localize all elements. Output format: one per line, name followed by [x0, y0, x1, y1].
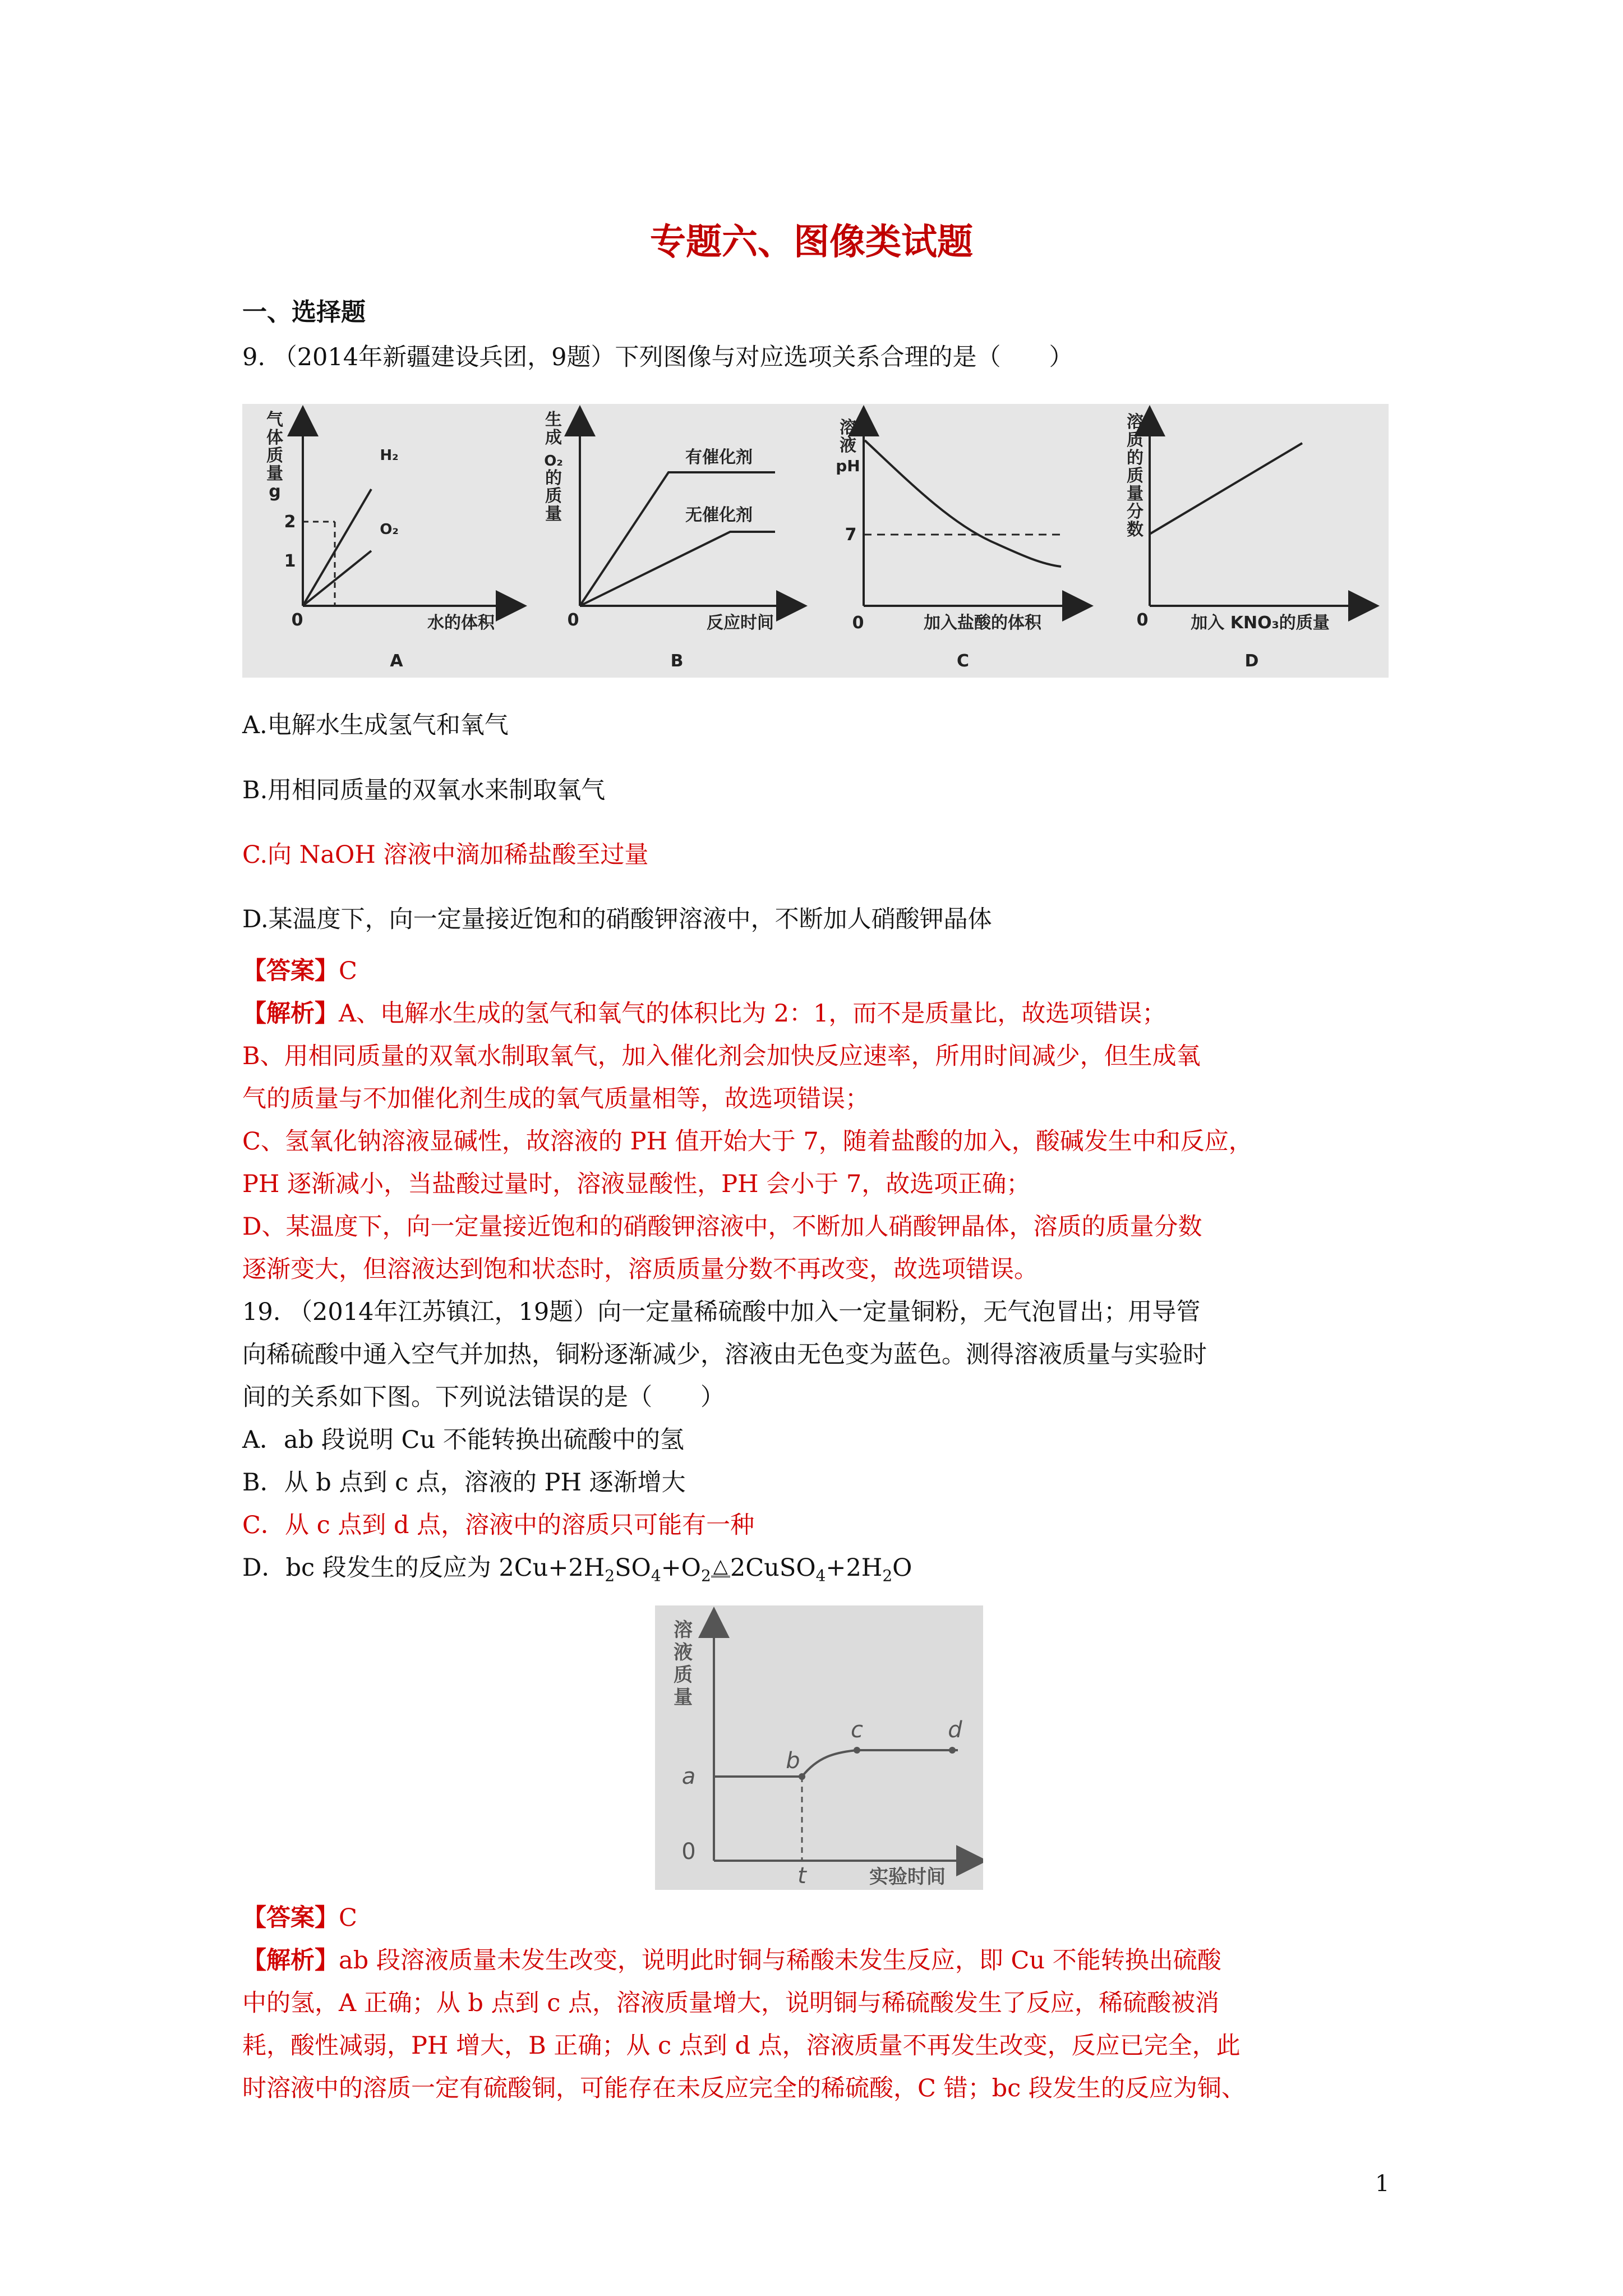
- answer-value: C: [339, 957, 357, 985]
- q19-analysis-line-1: [242, 1949, 1221, 1973]
- q19-analysis-line-3: 耗，酸性减弱，PH 增大，B 正确；从 c 点到 d 点，溶液质量不再发生改变，反应已完全，此: [242, 2032, 1241, 2060]
- graph-d-ylabel-5: 量: [1127, 484, 1144, 504]
- figure-background: [242, 404, 1389, 678]
- graph-a-tick-1: 1: [284, 551, 296, 571]
- q19-option-a: A．ab 段说明 Cu 不能转换出硫酸中的氢: [242, 1426, 684, 1454]
- graph-b-ylabel-6: 量: [545, 504, 562, 524]
- graph-d-ylabel-2: 质: [1127, 430, 1144, 450]
- graph-b-ylabel-4: 的: [545, 468, 562, 488]
- q19-option-c: [242, 1513, 754, 1538]
- option-d-so: SO: [615, 1554, 651, 1582]
- graph-a-origin: 0: [291, 610, 303, 630]
- option-d-prefix: D．bc 段发生的反应为 2Cu+2H: [242, 1554, 605, 1582]
- q9-answer: [242, 959, 357, 983]
- q19-stem-line-1: 19. （2014年江苏镇江，19题）向一定量稀硫酸中加入一定量铜粉，无气泡冒出；用导管: [242, 1298, 1201, 1326]
- graph-d-ylabel-7: 数: [1127, 520, 1144, 540]
- option-c-text: C．从 c 点到 d 点，溶液中的溶质只可能有一种: [242, 1511, 755, 1539]
- page-title: 专题六、图像类试题: [650, 222, 973, 263]
- graph-a-o2-label: O₂: [380, 521, 399, 538]
- graph-d-xlabel: 加入 KNO₃的质量: [1191, 613, 1330, 633]
- graph-d-letter: D: [1244, 651, 1259, 671]
- option-d-h: +2H: [826, 1554, 883, 1582]
- graph-d-ylabel-1: 溶: [1127, 412, 1144, 432]
- graph-d-ylabel-3: 的: [1127, 448, 1144, 468]
- graph-c-letter: C: [956, 651, 970, 671]
- graph-a-xlabel: 水的体积: [427, 613, 495, 633]
- heat-symbol: △: [711, 1557, 730, 1577]
- q9-analysis-line-5: PH 逐渐减小，当盐酸过量时，溶液显酸性，PH 会小于 7，故选项正确；: [242, 1170, 1031, 1198]
- q19-label-b: b: [786, 1748, 800, 1774]
- option-d-cuso: 2CuSO: [730, 1554, 816, 1582]
- graph-a-ylabel-5: g: [269, 482, 281, 501]
- option-d-o: +O: [661, 1554, 701, 1582]
- q19-ylabel-1: 溶: [674, 1619, 693, 1641]
- q19-label-a: a: [681, 1764, 696, 1789]
- analysis-tag: 【解析】: [242, 1000, 339, 1028]
- q9-analysis-line-4: C、氢氧化钠溶液显碱性，故溶液的 PH 值开始大于 7，随着盐酸的加入，酸碱发生中和反应，: [242, 1128, 1253, 1156]
- q19-point-c: [854, 1747, 860, 1754]
- graph-a-ylabel-4: 量: [266, 464, 283, 484]
- q9-analysis-line-6: D、某温度下，向一定量接近饱和的硝酸钾溶液中，不断加人硝酸钾晶体，溶质的质量分数: [242, 1213, 1202, 1241]
- q9-analysis-line-3: 气的质量与不加催化剂生成的氧气质量相等，故选项错误；: [242, 1085, 869, 1113]
- q19-answer: [242, 1906, 357, 1930]
- subscript: 4: [815, 1566, 826, 1585]
- graph-b-letter: B: [670, 651, 684, 671]
- answer-tag: 【答案】: [242, 1904, 339, 1932]
- graph-b-ylabel-5: 质: [545, 486, 562, 506]
- analysis-tag: 【解析】: [242, 1947, 339, 1975]
- graph-d-ylabel-6: 分: [1127, 502, 1144, 522]
- q19-label-d: d: [948, 1717, 962, 1743]
- graph-c-xlabel: 加入盐酸的体积: [924, 613, 1041, 633]
- q9-analysis-line-7: 逐渐变大，但溶液达到饱和状态时，溶质质量分数不再改变，故选项错误。: [242, 1255, 1038, 1283]
- graph-a-tick-2: 2: [284, 512, 296, 532]
- q9-figure: [242, 404, 1389, 678]
- answer-tag: 【答案】: [242, 957, 339, 985]
- graph-a-ylabel-2: 体: [266, 428, 283, 448]
- q19-label-c: c: [851, 1717, 863, 1743]
- q19-ylabel-4: 量: [674, 1686, 693, 1709]
- q19-figure: [655, 1605, 983, 1890]
- q19-xlabel: 实验时间: [869, 1866, 946, 1888]
- q19-point-b: [799, 1773, 805, 1780]
- graph-a-ylabel-3: 质: [266, 446, 283, 466]
- graph-c-ylabel-1: 溶: [840, 418, 856, 438]
- q19-analysis-line-2: 中的氢，A 正确；从 b 点到 c 点，溶液质量增大，说明铜与稀硫酸发生了反应，稀硫酸被消: [242, 1989, 1220, 2017]
- q19-stem-line-2: 向稀硫酸中通入空气并加热，铜粉逐渐减少，溶液由无色变为蓝色。测得溶液质量与实验时: [242, 1341, 1207, 1369]
- graph-c-ylabel-3: pH: [836, 457, 860, 475]
- answer-value: C: [339, 1904, 357, 1932]
- q19-origin: 0: [681, 1839, 696, 1865]
- section-heading: 一、选择题: [242, 298, 366, 326]
- graph-b-ylabel-3: O₂: [544, 453, 563, 470]
- q19-point-d: [949, 1747, 956, 1754]
- graph-b-no-catalyst-label: 无催化剂: [685, 505, 753, 525]
- q19-label-t: t: [797, 1863, 806, 1889]
- q9-option-b: B.用相同质量的双氧水来制取氧气: [242, 776, 606, 804]
- subscript: 2: [882, 1566, 893, 1585]
- graph-d-origin: 0: [1136, 610, 1149, 630]
- q19-ylabel-2: 液: [674, 1641, 693, 1664]
- q9-stem: 9. （2014年新疆建设兵团，9题）下列图像与对应选项关系合理的是（ ）: [242, 343, 1073, 371]
- q19-stem-line-3: 间的关系如下图。下列说法错误的是（ ）: [242, 1383, 725, 1411]
- q9-analysis-line-2: B、用相同质量的双氧水制取氧气，加入催化剂会加快反应速率，所用时间减少，但生成氧: [242, 1042, 1201, 1070]
- q19-analysis-line-4: 时溶液中的溶质一定有硫酸铜，可能存在未反应完全的稀硫酸，C 错；bc 段发生的反应为铜、: [242, 2074, 1246, 2102]
- graph-a-letter: A: [390, 651, 403, 671]
- figure-background: [655, 1605, 983, 1890]
- subscript: 2: [700, 1566, 711, 1585]
- option-d-o-end: O: [892, 1554, 912, 1582]
- graph-c-origin: 0: [852, 613, 864, 633]
- q19-option-d: [242, 1556, 912, 1584]
- graph-b-ylabel-2: 成: [545, 428, 562, 448]
- graph-a-h2-label: H₂: [380, 447, 399, 464]
- analysis-text: ab 段溶液质量未发生改变，说明此时铜与稀酸未发生反应，即 Cu 不能转换出硫酸: [339, 1947, 1221, 1975]
- graph-b-origin: 0: [567, 610, 579, 630]
- subscript: 4: [651, 1566, 661, 1585]
- graph-b-ylabel-1: 生: [545, 410, 562, 430]
- graph-b-catalyst-label: 有催化剂: [685, 448, 753, 467]
- subscript: 2: [605, 1566, 615, 1585]
- q19-option-b: B．从 b 点到 c 点，溶液的 PH 逐渐增大: [242, 1469, 686, 1497]
- q9-option-c: C.向 NaOH 溶液中滴加稀盐酸至过量: [242, 841, 649, 869]
- graph-b-xlabel: 反应时间: [707, 613, 774, 633]
- graph-c-ylabel-2: 液: [840, 436, 856, 455]
- q19-ylabel-3: 质: [674, 1664, 693, 1686]
- q9-option-a: A.电解水生成氢气和氧气: [242, 711, 509, 739]
- q9-option-d: D.某温度下，向一定量接近饱和的硝酸钾溶液中，不断加人硝酸钾晶体: [242, 905, 992, 933]
- graph-c-tick-7: 7: [845, 525, 857, 545]
- graph-a-ylabel-1: 气: [266, 410, 283, 430]
- q9-analysis-line-1: [242, 1002, 1166, 1026]
- page-number: 1: [1375, 2171, 1390, 2197]
- analysis-text: A、电解水生成的氢气和氧气的体积比为 2：1，而不是质量比，故选项错误；: [339, 1000, 1166, 1028]
- graph-d-ylabel-4: 质: [1127, 466, 1144, 486]
